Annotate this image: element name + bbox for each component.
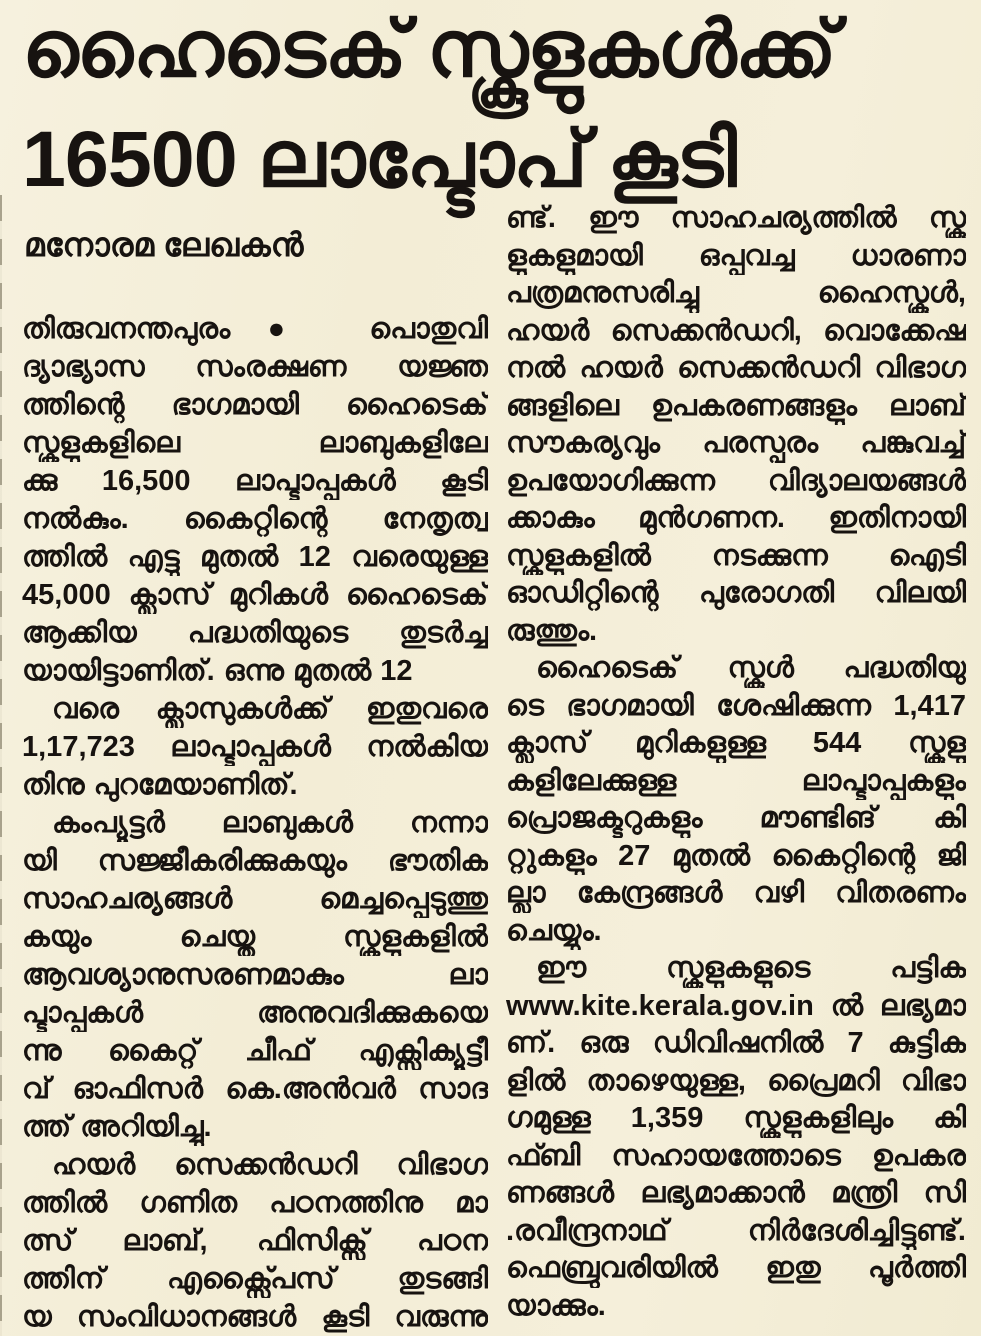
body-line: ക്കു 16,500 ലാപ്ടാപ്പുകൾ കൂടി bbox=[22, 465, 488, 497]
body-line: ളുകളുമായി ഒപ്പുവച്ച ധാരണാ bbox=[506, 239, 966, 272]
body-line: റ്റുകളും 27 മുതൽ കൈറ്റിന്റെ ജി bbox=[506, 839, 966, 872]
body-line: ഹൈടെക് സ്കൂൾ പദ്ധതിയു bbox=[536, 652, 966, 684]
body-line: ത്തിന് എക്സ്പൈസ് തുടങ്ങി bbox=[22, 1263, 488, 1295]
body-line: ഫ്ബി സഹായത്തോടെ ഉപകര bbox=[506, 1139, 966, 1172]
body-line: ക്ലാസ് മുറികളുള്ള 544 സ്കൂളു bbox=[506, 727, 966, 759]
body-line: ല്ലാ കേന്ദ്രങ്ങൾ വഴി വിതരണം bbox=[506, 877, 966, 909]
body-line: നൽകും. കൈറ്റിന്റെ നേതൃത്വ bbox=[22, 503, 488, 535]
body-line: ത്ത് അറിയിച്ചു. bbox=[22, 1111, 212, 1143]
body-line: കളിലേക്കുള്ള ലാപ്ടാപ്പുകളും bbox=[506, 764, 966, 797]
body-line: ണ്ട്. ഈ സാഹചര്യത്തിൽ സ്കൂ bbox=[506, 202, 966, 234]
byline: മനോരമ ലേഖകൻ bbox=[24, 226, 304, 263]
body-line: യ സംവിധാനങ്ങൾ കൂടി വരുന്നു bbox=[22, 1301, 488, 1333]
body-line: ത്തിൽ എട്ടു മുതൽ 12 വരെയുള്ള bbox=[22, 541, 488, 573]
headline-line-1: ഹൈടെക് സ്കൂളുകൾക്ക് bbox=[22, 4, 836, 93]
body-line: ആക്കിയ പദ്ധതിയുടെ തുടർച്ച bbox=[22, 617, 488, 649]
body-line: വരെ ക്ലാസുകൾക്ക് ഇതുവരെ bbox=[52, 693, 488, 725]
body-line: ണ്. ഒരു ഡിവിഷനിൽ 7 കുട്ടിക bbox=[506, 1027, 966, 1059]
body-line: സ്കൂളുകളിലെ ലാബുകളിലേ bbox=[22, 427, 488, 459]
body-line: ഉപയോഗിക്കുന്ന വിദ്യാലയങ്ങൾ bbox=[506, 464, 966, 497]
body-line: ഈ സ്കൂളുകളുടെ പട്ടിക bbox=[536, 952, 966, 984]
body-line: .രവീന്ദ്രനാഥ് നിർദേശിച്ചിട്ടുണ്ട്. bbox=[506, 1214, 966, 1247]
headline bbox=[22, 0, 836, 214]
body-line: സ്കൂളുകളിൽ നടക്കുന്ന ഐടി bbox=[506, 539, 966, 572]
headline-line-2: 16500 ലാപ്ടോപ് കൂടി bbox=[22, 114, 736, 203]
body-line: തിരുവനന്തപുരം● പൊതുവി bbox=[22, 313, 488, 345]
article-column-left bbox=[22, 310, 488, 1336]
body-line: ദ്യാഭ്യാസ സംരക്ഷണ യജ്ഞ bbox=[22, 351, 488, 383]
body-line: യാക്കും. bbox=[506, 1289, 606, 1322]
body-line: സൗകര്യവും പരസ്പരം പങ്കുവച്ച് bbox=[506, 427, 966, 459]
article-column-right bbox=[506, 200, 966, 1325]
body-line: സാഹചര്യങ്ങൾ മെച്ചപ്പെടുത്തു bbox=[22, 883, 488, 915]
body-line: പ്രൊജക്ടറുകളും മൗണ്ടിങ് കി bbox=[506, 802, 966, 834]
body-line: യായിട്ടാണിത്. ഒന്നു മുതൽ 12 bbox=[22, 655, 413, 687]
body-line: രുത്തും. bbox=[506, 614, 598, 647]
body-line: ളിൽ താഴെയുള്ള, പ്രൈമറി വിഭാ bbox=[506, 1064, 966, 1097]
body-line: കയും ചെയ്ത സ്കൂളുകളിൽ bbox=[22, 921, 488, 953]
body-line: ത്തിൽ ഗണിത പഠനത്തിനു മാ bbox=[22, 1187, 488, 1219]
body-line: തിനു പുറമേയാണിത്. bbox=[22, 769, 298, 801]
body-line: 1,17,723 ലാപ്ടാപ്പുകൾ നൽകിയ bbox=[22, 731, 488, 763]
left-column-rule bbox=[0, 195, 2, 1336]
body-line: പത്രമനുസരിച്ചു ഹൈസ്കൂൾ, bbox=[506, 277, 966, 309]
body-line: ണങ്ങൾ ലഭ്യമാക്കാൻ മന്ത്രി സി bbox=[506, 1177, 966, 1209]
body-line: ഫെബ്രുവരിയിൽ ഇതു പൂർത്തി bbox=[506, 1252, 966, 1284]
body-line: ന്നു കൈറ്റ് ചീഫ് എക്സിക്യൂട്ടീ bbox=[22, 1035, 488, 1067]
body-line: യി സജ്ജീകരിക്കുകയും ഭൗതിക bbox=[22, 845, 488, 877]
body-line: ടെ ഭാഗമായി ശേഷിക്കുന്ന 1,417 bbox=[506, 689, 966, 722]
body-line: ഹയർ സെക്കൻഡറി വിഭാഗ bbox=[52, 1149, 488, 1181]
body-line: പ്ടാപ്പുകൾ അനുവദിക്കുകയെ bbox=[22, 997, 488, 1029]
body-line: 45,000 ക്ലാസ് മുറികൾ ഹൈടെക് bbox=[22, 579, 488, 611]
body-line: ങ്ങളിലെ ഉപകരണങ്ങളും ലാബ് bbox=[506, 389, 966, 422]
body-line: ത്സ് ലാബ്, ഫിസിക്സ് പഠന bbox=[22, 1225, 488, 1257]
body-line: കംപ്യൂട്ടർ ലാബുകൾ നന്നാ bbox=[52, 807, 488, 839]
body-line: വ് ഓഫിസർ കെ.അൻവർ സാദ bbox=[22, 1073, 488, 1105]
body-line: ആവശ്യാനുസരണമാകും ലാ bbox=[22, 959, 488, 991]
body-line: ഹയർ സെക്കൻഡറി, വൊക്കേഷ bbox=[506, 314, 966, 347]
body-line: ഓഡിറ്റിന്റെ പുരോഗതി വിലയി bbox=[506, 577, 966, 609]
body-line: ത്തിന്റെ ഭാഗമായി ഹൈടെക് bbox=[22, 389, 488, 421]
body-line: www.kite.kerala.gov.in ൽ ലഭ്യമാ bbox=[506, 989, 966, 1022]
body-line: ഗമുള്ള 1,359 സ്കൂളുകളിലും കി bbox=[506, 1102, 966, 1134]
body-line: ചെയ്യും. bbox=[506, 914, 602, 947]
body-line: ക്കാകും മുൻഗണന. ഇതിനായി bbox=[506, 502, 966, 534]
body-line: നൽ ഹയർ സെക്കൻഡറി വിഭാഗ bbox=[506, 352, 966, 384]
